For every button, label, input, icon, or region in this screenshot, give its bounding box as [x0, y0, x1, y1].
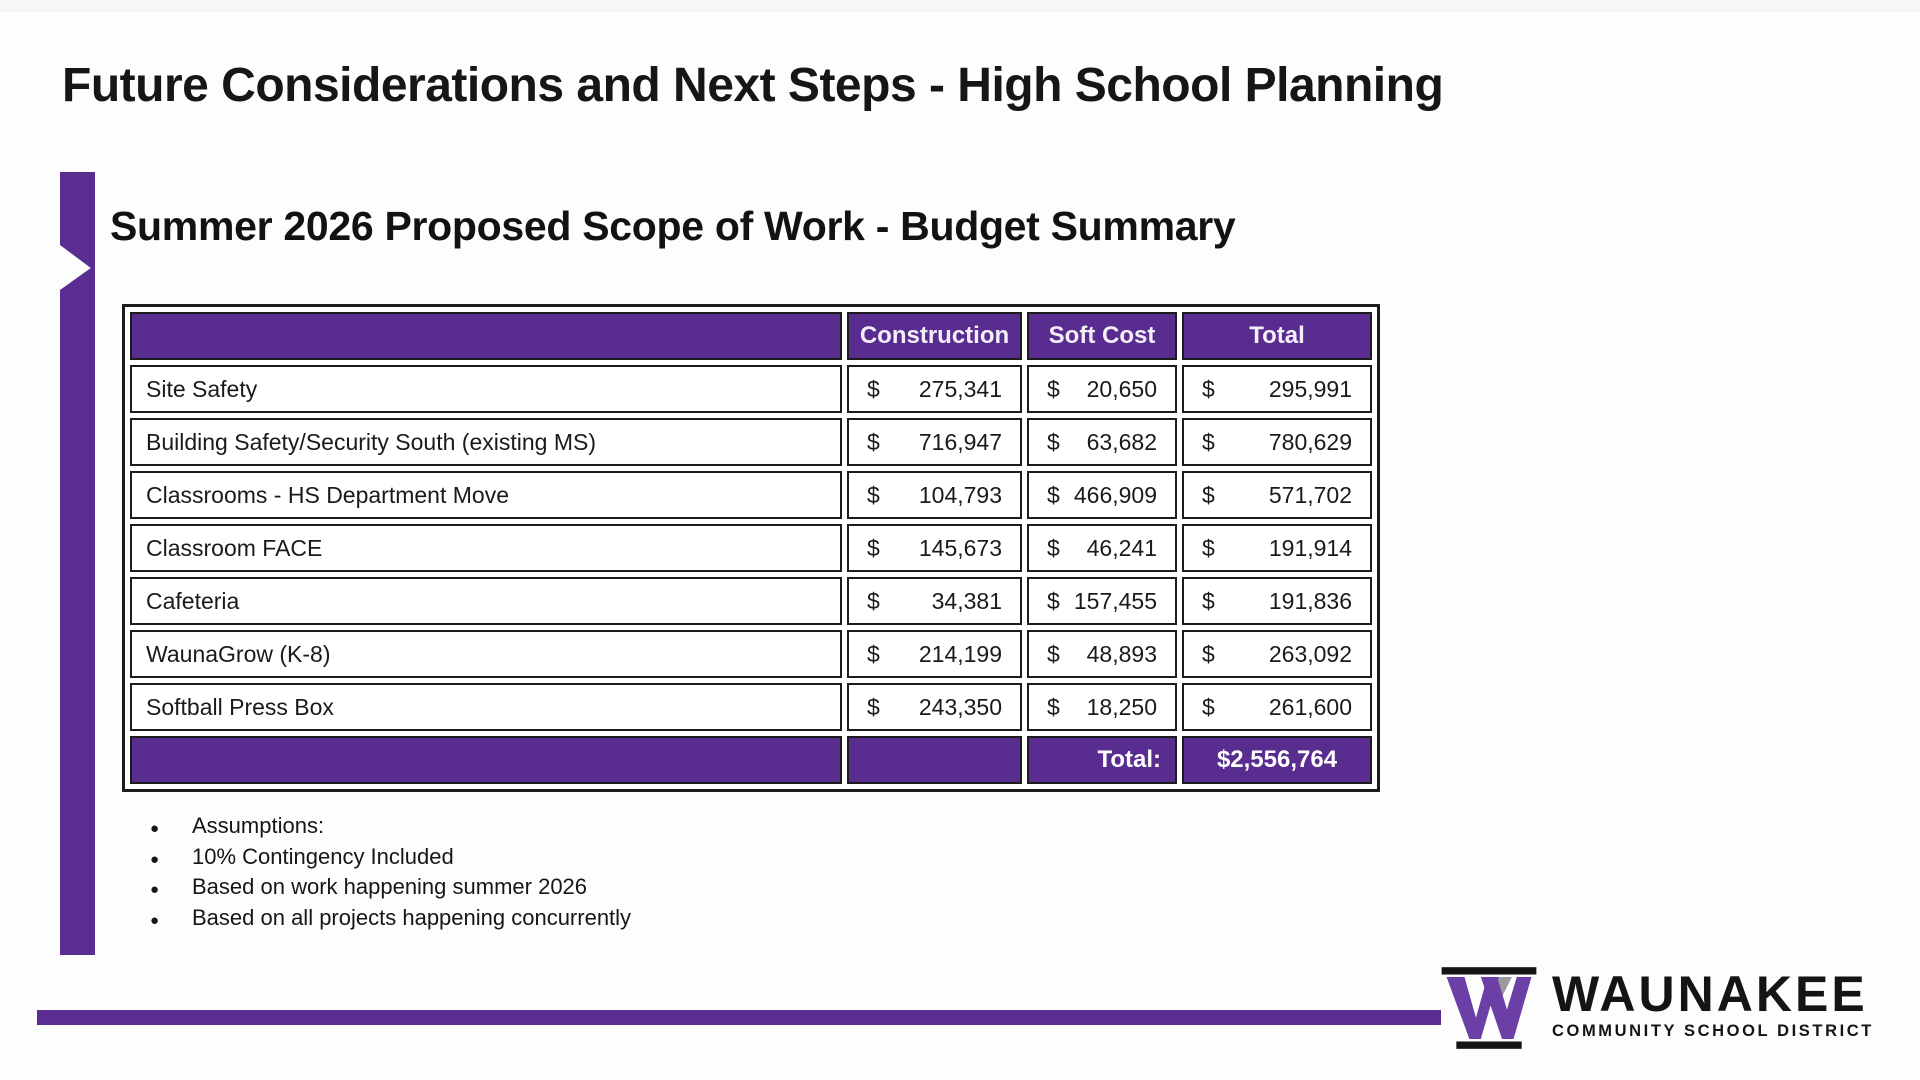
- row-label: WaunaGrow (K-8): [130, 630, 842, 678]
- table-row: [130, 577, 1372, 625]
- total-value: $ 263,092: [1182, 630, 1372, 678]
- waunakee-w-monogram-icon: [1440, 962, 1538, 1054]
- header-total: Total: [1182, 312, 1372, 360]
- table-header-row: [130, 312, 1372, 360]
- bullet-icon: ●: [150, 820, 160, 837]
- currency-symbol: $: [1202, 587, 1215, 614]
- assumptions-list: [150, 812, 850, 934]
- list-item: [150, 812, 850, 843]
- total-value: $ 191,836: [1182, 577, 1372, 625]
- bullet-icon: ●: [150, 850, 160, 868]
- currency-symbol: $: [1047, 428, 1060, 455]
- soft-cost-value: $ 20,650: [1027, 365, 1177, 413]
- currency-symbol: $: [867, 587, 880, 614]
- slide-title: Future Considerations and Next Steps - High School Planning: [62, 59, 1444, 112]
- currency-symbol: $: [867, 375, 880, 402]
- total-value: $ 780,629: [1182, 418, 1372, 466]
- row-label: Site Safety: [130, 365, 842, 413]
- header-blank: [130, 312, 842, 360]
- total-value: $ 191,914: [1182, 524, 1372, 572]
- currency-symbol: $: [1047, 481, 1060, 508]
- table-row: [130, 365, 1372, 413]
- construction-value: $ 104,793: [847, 471, 1022, 519]
- currency-symbol: $: [867, 481, 880, 508]
- currency-symbol: $: [867, 428, 880, 455]
- currency-symbol: $: [1047, 587, 1060, 614]
- currency-symbol: $: [1202, 428, 1215, 455]
- construction-value: $ 34,381: [847, 577, 1022, 625]
- logo-tagline: COMMUNITY SCHOOL DISTRICT: [1552, 1022, 1874, 1040]
- list-item: [150, 873, 850, 904]
- grand-total-value: $2,556,764: [1182, 736, 1372, 784]
- top-edge-strip: [0, 0, 1920, 12]
- budget-summary-table: [122, 304, 1379, 792]
- logo-text: [1552, 962, 1874, 1041]
- currency-symbol: $: [867, 534, 880, 561]
- soft-cost-value: $ 466,909: [1027, 471, 1177, 519]
- note-text: Based on all projects happening concurrently: [192, 904, 632, 930]
- table-row: [130, 418, 1372, 466]
- currency-symbol: $: [867, 693, 880, 720]
- row-label: Cafeteria: [130, 577, 842, 625]
- row-label: Classrooms - HS Department Move: [130, 471, 842, 519]
- soft-cost-value: $ 63,682: [1027, 418, 1177, 466]
- total-value: $ 571,702: [1182, 471, 1372, 519]
- construction-value: $ 145,673: [847, 524, 1022, 572]
- soft-cost-value: $ 157,455: [1027, 577, 1177, 625]
- bottom-accent-bar: [37, 1010, 1441, 1025]
- currency-symbol: $: [1202, 481, 1215, 508]
- district-logo: [1440, 962, 1900, 1062]
- list-item: [150, 843, 850, 874]
- soft-cost-value: $ 46,241: [1027, 524, 1177, 572]
- total-row-blank: [130, 736, 842, 784]
- header-soft-cost: Soft Cost: [1027, 312, 1177, 360]
- table-row: [130, 471, 1372, 519]
- currency-symbol: $: [867, 640, 880, 667]
- row-label: Building Safety/Security South (existing MS): [130, 418, 842, 466]
- left-accent-ribbon: [60, 172, 95, 955]
- list-item: [150, 904, 850, 935]
- construction-value: $ 214,199: [847, 630, 1022, 678]
- logo-wordmark: WAUNAKEE: [1552, 966, 1868, 1022]
- currency-symbol: $: [1202, 693, 1215, 720]
- grand-total-label: Total:: [1027, 736, 1177, 784]
- currency-symbol: $: [1202, 534, 1215, 561]
- currency-symbol: $: [1047, 693, 1060, 720]
- construction-value: $ 243,350: [847, 683, 1022, 731]
- table-row: [130, 630, 1372, 678]
- currency-symbol: $: [1202, 640, 1215, 667]
- total-value: $ 261,600: [1182, 683, 1372, 731]
- currency-symbol: $: [1202, 375, 1215, 402]
- construction-value: $ 275,341: [847, 365, 1022, 413]
- table-row: [130, 524, 1372, 572]
- currency-symbol: $: [1047, 534, 1060, 561]
- soft-cost-value: $ 48,893: [1027, 630, 1177, 678]
- slide-subtitle: Summer 2026 Proposed Scope of Work - Budget Summary: [110, 203, 1236, 249]
- table-row: [130, 683, 1372, 731]
- currency-symbol: $: [1047, 375, 1060, 402]
- row-label: Softball Press Box: [130, 683, 842, 731]
- total-row-blank: [847, 736, 1022, 784]
- construction-value: $ 716,947: [847, 418, 1022, 466]
- soft-cost-value: $ 18,250: [1027, 683, 1177, 731]
- note-text: Assumptions:: [192, 813, 325, 838]
- bullet-icon: ●: [150, 881, 160, 898]
- row-label: Classroom FACE: [130, 524, 842, 572]
- header-construction: Construction: [847, 312, 1022, 360]
- note-text: 10% Contingency Included: [192, 843, 454, 869]
- bullet-icon: ●: [150, 911, 160, 929]
- note-text: Based on work happening summer 2026: [192, 874, 588, 899]
- table-total-row: [130, 736, 1372, 784]
- total-value: $ 295,991: [1182, 365, 1372, 413]
- currency-symbol: $: [1047, 640, 1060, 667]
